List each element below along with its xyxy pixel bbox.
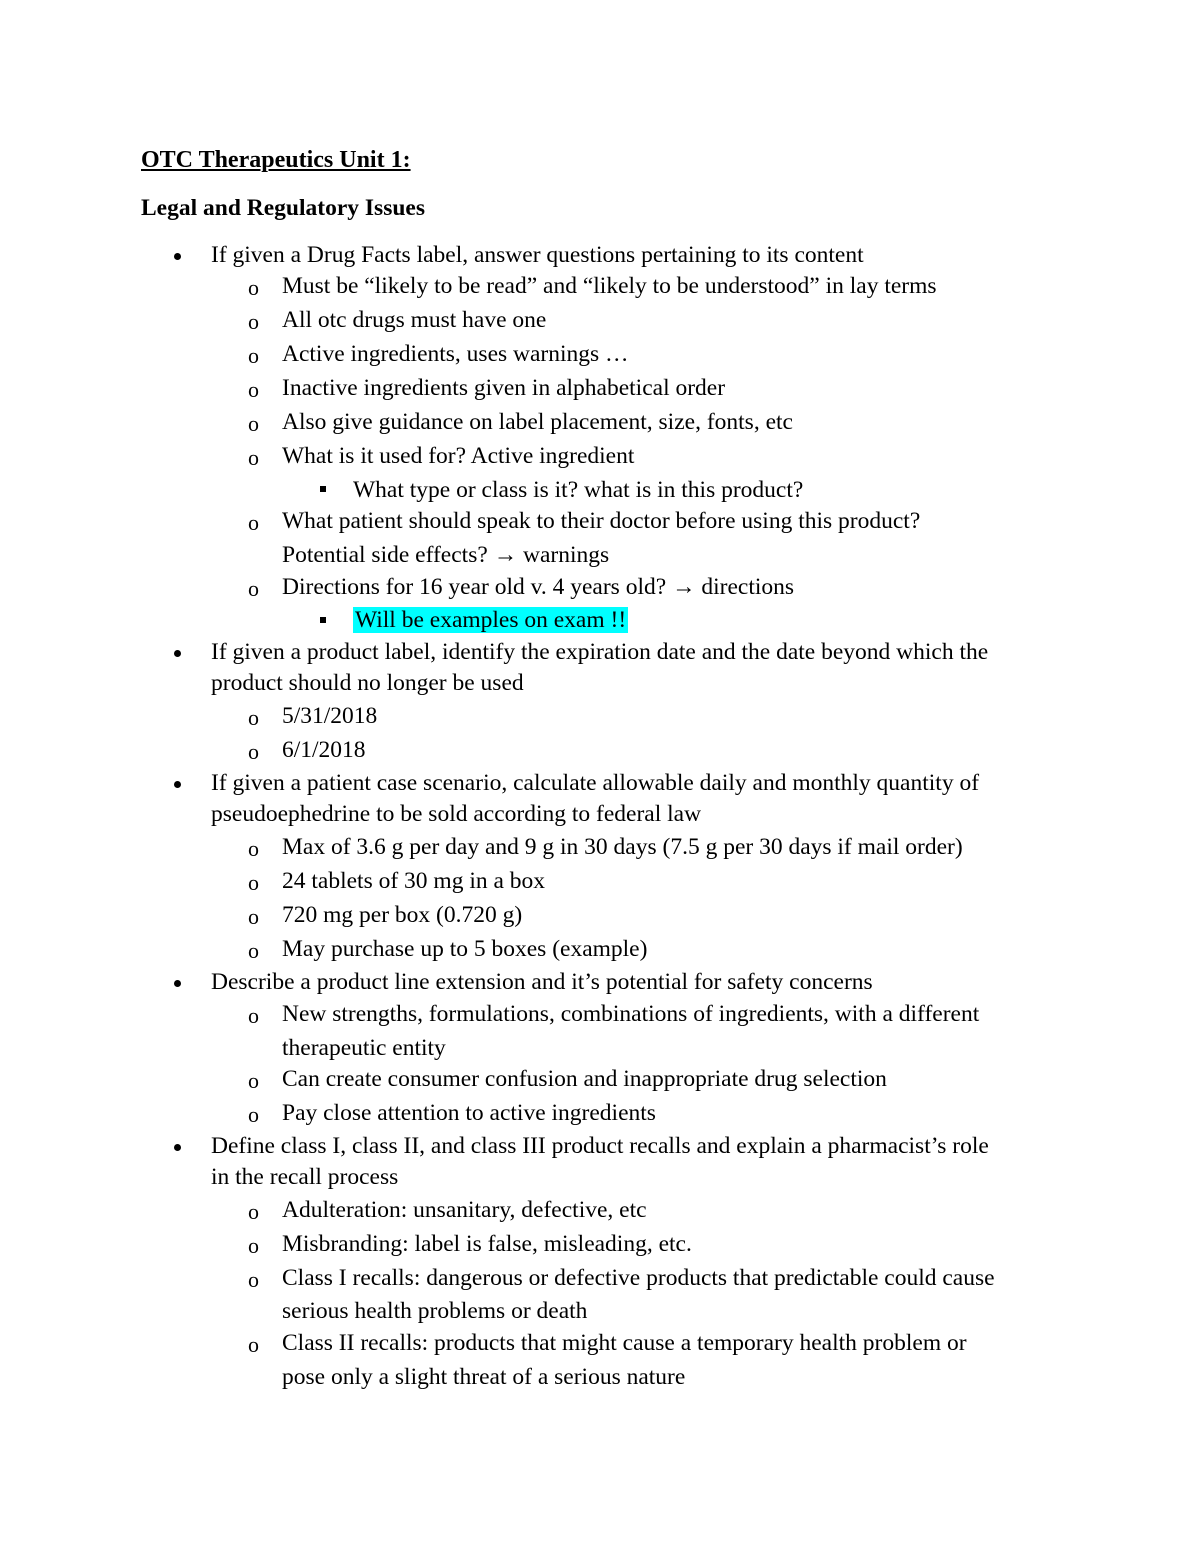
bullet-marker <box>174 650 181 657</box>
circle-marker: o <box>248 904 259 929</box>
circle-marker: o <box>248 1102 259 1127</box>
bullet-marker <box>174 980 181 987</box>
square-marker <box>320 617 326 623</box>
section-heading: Legal and Regulatory Issues <box>141 195 425 221</box>
list-item: New strengths, formulations, combinations of ingredients, with a different <box>282 1001 980 1027</box>
list-item: 6/1/2018 <box>282 737 366 763</box>
list-item: 5/31/2018 <box>282 703 378 729</box>
list-item: What type or class is it? what is in this product? <box>353 477 804 503</box>
list-item: If given a product label, identify the expiration date and the date beyond which the <box>211 639 989 665</box>
list-item: Class II recalls: products that might cause a temporary health problem or <box>282 1330 967 1356</box>
list-item: Misbranding: label is false, misleading, etc. <box>282 1231 692 1257</box>
circle-marker: o <box>248 1332 259 1357</box>
bullet-marker <box>174 781 181 788</box>
circle-marker: o <box>248 343 259 368</box>
list-item: Define class I, class II, and class III product recalls and explain a pharmacist’s role <box>211 1133 989 1159</box>
list-item: Inactive ingredients given in alphabetical order <box>282 375 726 401</box>
list-item: 24 tablets of 30 mg in a box <box>282 868 546 894</box>
circle-marker: o <box>248 411 259 436</box>
circle-marker: o <box>248 445 259 470</box>
circle-marker: o <box>248 836 259 861</box>
list-item: Can create consumer confusion and inappropriate drug selection <box>282 1066 887 1092</box>
bullet-marker <box>174 253 181 260</box>
list-item-continuation: serious health problems or death <box>282 1298 588 1324</box>
list-item-continuation: pseudoephedrine to be sold according to federal law <box>211 801 702 827</box>
list-item: What is it used for? Active ingredient <box>282 443 635 469</box>
list-item-continuation: in the recall process <box>211 1164 399 1190</box>
list-item: Describe a product line extension and it’s potential for safety concerns <box>211 969 873 995</box>
circle-marker: o <box>248 510 259 535</box>
list-item: Must be “likely to be read” and “likely to be understood” in lay terms <box>282 273 937 299</box>
document-title: OTC Therapeutics Unit 1: <box>141 147 411 173</box>
list-item: Class I recalls: dangerous or defective products that predictable could cause <box>282 1265 995 1291</box>
list-item-continuation: Potential side effects? → warnings <box>282 542 610 568</box>
highlighted-note <box>353 609 628 633</box>
list-item: Max of 3.6 g per day and 9 g in 30 days (7.5 g per 30 days if mail order) <box>282 834 963 860</box>
circle-marker: o <box>248 377 259 402</box>
list-item: 720 mg per box (0.720 g) <box>282 902 523 928</box>
list-item: May purchase up to 5 boxes (example) <box>282 936 648 962</box>
circle-marker: o <box>248 309 259 334</box>
circle-marker: o <box>248 275 259 300</box>
list-item: Active ingredients, uses warnings … <box>282 341 629 367</box>
list-item: If given a Drug Facts label, answer questions pertaining to its content <box>211 242 864 268</box>
list-item: Also give guidance on label placement, size, fonts, etc <box>282 409 793 435</box>
list-item: Pay close attention to active ingredients <box>282 1100 656 1126</box>
circle-marker: o <box>248 870 259 895</box>
list-item-continuation: therapeutic entity <box>282 1035 446 1061</box>
circle-marker: o <box>248 1003 259 1028</box>
bullet-marker <box>174 1144 181 1151</box>
circle-marker: o <box>248 705 259 730</box>
list-item-continuation: product should no longer be used <box>211 670 524 696</box>
circle-marker: o <box>248 938 259 963</box>
list-item: All otc drugs must have one <box>282 307 547 333</box>
list-item: Adulteration: unsanitary, defective, etc <box>282 1197 647 1223</box>
list-item: Directions for 16 year old v. 4 years old? → directions <box>282 574 795 600</box>
circle-marker: o <box>248 739 259 764</box>
circle-marker: o <box>248 1233 259 1258</box>
circle-marker: o <box>248 576 259 601</box>
highlight-text: Will be examples on exam !! <box>355 607 627 633</box>
list-item: If given a patient case scenario, calculate allowable daily and monthly quantity of <box>211 770 980 796</box>
list-item-continuation: pose only a slight threat of a serious nature <box>282 1364 686 1390</box>
circle-marker: o <box>248 1267 259 1292</box>
list-item: What patient should speak to their doctor before using this product? <box>282 508 921 534</box>
circle-marker: o <box>248 1068 259 1093</box>
square-marker <box>320 486 326 492</box>
circle-marker: o <box>248 1199 259 1224</box>
